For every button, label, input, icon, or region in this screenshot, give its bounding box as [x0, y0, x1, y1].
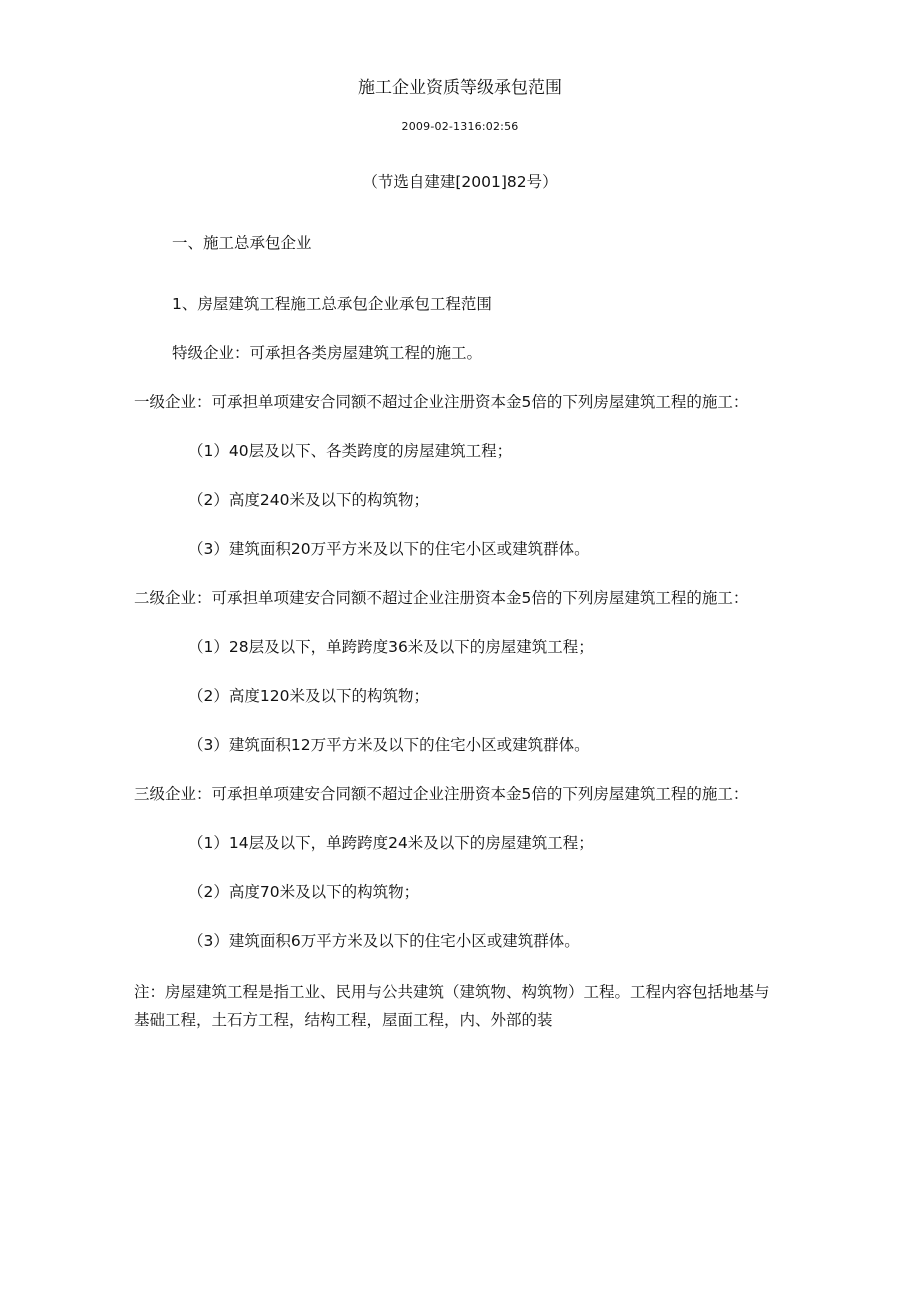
- grade1-item: （2）高度240米及以下的构筑物；: [188, 491, 429, 509]
- special-grade-text: 特级企业：可承担各类房屋建筑工程的施工。: [172, 344, 483, 362]
- grade2-intro: 二级企业：可承担单项建安合同额不超过企业注册资本金5倍的下列房屋建筑工程的施工：: [134, 589, 749, 607]
- section-heading: 一、施工总承包企业: [172, 234, 312, 252]
- grade2-item: （2）高度120米及以下的构筑物；: [188, 687, 429, 705]
- subsection-heading: 1、房屋建筑工程施工总承包企业承包工程范围: [172, 295, 492, 313]
- grade1-item: （1）40层及以下、各类跨度的房屋建筑工程；: [188, 442, 513, 460]
- post-date: 2009-02-1316:02:56: [401, 120, 519, 133]
- note-paragraph: 注：房屋建筑工程是指工业、民用与公共建筑（建筑物、构筑物）工程。工程内容包括地基与基础工程，土石方工程，结构工程，屋面工程，内、外部的装: [134, 983, 770, 1029]
- grade2-item: （1）28层及以下，单跨跨度36米及以下的房屋建筑工程；: [188, 638, 594, 656]
- document-title: 施工企业资质等级承包范围: [358, 78, 562, 98]
- grade3-item: （1）14层及以下，单跨跨度24米及以下的房屋建筑工程；: [188, 834, 594, 852]
- grade3-item: （3）建筑面积6万平方米及以下的住宅小区或建筑群体。: [188, 932, 580, 950]
- grade1-item: （3）建筑面积20万平方米及以下的住宅小区或建筑群体。: [188, 540, 590, 558]
- grade3-item: （2）高度70米及以下的构筑物；: [188, 883, 420, 901]
- grade2-item: （3）建筑面积12万平方米及以下的住宅小区或建筑群体。: [188, 736, 590, 754]
- grade3-intro: 三级企业：可承担单项建安合同额不超过企业注册资本金5倍的下列房屋建筑工程的施工：: [134, 785, 749, 803]
- source-citation: （节选自建建[2001]82号）: [362, 173, 558, 191]
- grade1-intro: 一级企业：可承担单项建安合同额不超过企业注册资本金5倍的下列房屋建筑工程的施工：: [134, 393, 749, 411]
